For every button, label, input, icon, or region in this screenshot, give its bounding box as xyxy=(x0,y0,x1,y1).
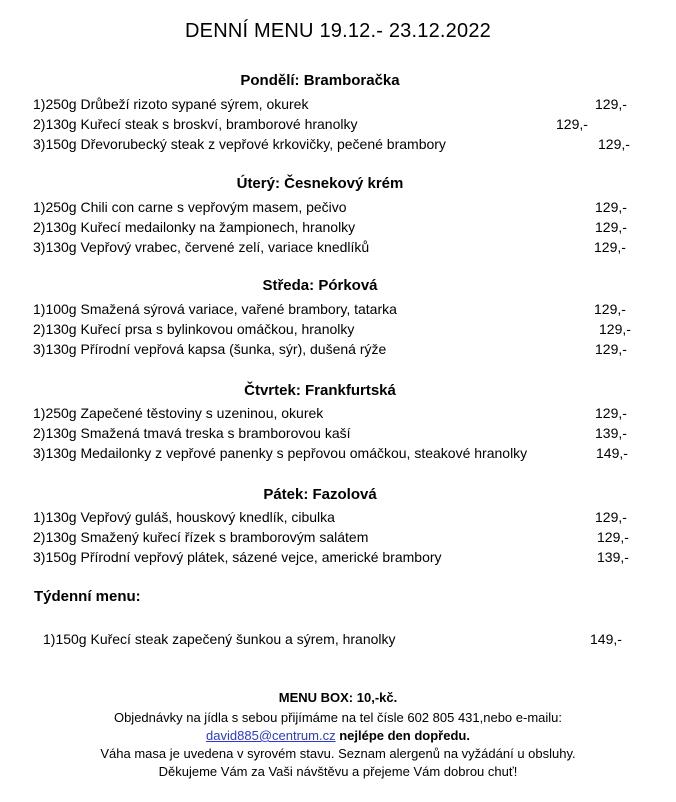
menu-item-price: 129,- xyxy=(556,116,588,132)
menu-item-price: 129,- xyxy=(595,405,627,421)
menu-item: 3)150g Dřevorubecký steak z vepřové krkovičky, pečené brambory xyxy=(33,136,446,152)
menu-item-price: 129,- xyxy=(594,301,626,317)
day-heading-tuesday: Úterý: Česnekový krém xyxy=(236,175,404,192)
menu-item: 2)130g Smažený kuřecí řízek s bramborovým salátem xyxy=(33,529,369,545)
thanks-note: Děkujeme Vám za Vaši návštěvu a přejeme Vám dobrou chuť! xyxy=(158,764,518,779)
menu-item: 2)130g Smažená tmavá treska s bramborovou kaší xyxy=(33,425,351,441)
menu-item-price: 149,- xyxy=(596,445,628,461)
menu-item: 1)130g Vepřový guláš, houskový knedlík, cibulka xyxy=(33,509,335,525)
menu-item: 2)130g Kuřecí steak s broskví, bramborové hranolky xyxy=(33,116,358,132)
menu-item: 1)250g Zapečené těstoviny s uzeninou, okurek xyxy=(33,405,324,421)
menu-item-price: 129,- xyxy=(595,96,627,112)
menu-item-price: 129,- xyxy=(595,509,627,525)
menu-item: 2)130g Kuřecí prsa s bylinkovou omáčkou, hranolky xyxy=(33,321,355,337)
day-heading-monday: Pondělí: Bramboračka xyxy=(240,72,400,89)
email-line xyxy=(0,728,676,743)
menu-item-price: 139,- xyxy=(597,549,629,565)
menu-item-price: 129,- xyxy=(598,136,630,152)
day-heading-friday: Pátek: Fazolová xyxy=(263,486,377,503)
menu-item: 3)130g Vepřový vrabec, červené zelí, variace knedlíků xyxy=(33,239,370,255)
email-suffix: nejlépe den dopředu. xyxy=(335,728,470,743)
day-heading-wednesday: Středa: Pórková xyxy=(262,277,378,294)
weekly-menu-heading: Týdenní menu: xyxy=(34,588,141,605)
menu-item-price: 129,- xyxy=(594,239,626,255)
menu-item: 3)130g Medailonky z vepřové panenky s pepřovou omáčkou, steakové hranolky xyxy=(33,445,528,461)
menu-item-price: 129,- xyxy=(597,529,629,545)
menu-item: 1)250g Chili con carne s vepřovým masem, pečivo xyxy=(33,199,347,215)
menu-item: 1)100g Smažená sýrová variace, vařené brambory, tatarka xyxy=(33,301,397,317)
orders-note: Objednávky na jídla s sebou přijímáme na tel čísle 602 805 431,nebo e-mailu: xyxy=(113,710,563,725)
menu-item: 1)250g Drůbeží rizoto sypané sýrem, okurek xyxy=(33,96,309,112)
menu-item-price: 129,- xyxy=(595,341,627,357)
menu-item-price: 129,- xyxy=(599,321,631,337)
menu-item: 3)130g Přírodní vepřová kapsa (šunka, sýr), dušená rýže xyxy=(33,341,387,357)
menu-item: 3)150g Přírodní vepřový plátek, sázené vejce, americké brambory xyxy=(33,549,442,565)
menu-box-note: MENU BOX: 10,-kč. xyxy=(278,690,398,705)
menu-item-price: 139,- xyxy=(595,425,627,441)
menu-item: 2)130g Kuřecí medailonky na žampionech, hranolky xyxy=(33,219,356,235)
weekly-menu-item-price: 149,- xyxy=(590,631,622,647)
menu-item-price: 129,- xyxy=(595,219,627,235)
day-heading-thursday: Čtvrtek: Frankfurtská xyxy=(244,382,396,399)
menu-item-price: 129,- xyxy=(595,199,627,215)
email-link[interactable]: david885@centrum.cz xyxy=(206,728,336,743)
weight-note: Váha masa je uvedena v syrovém stavu. Seznam alergenů na vyžádání u obsluhy. xyxy=(100,746,576,761)
weekly-menu-item: 1)150g Kuřecí steak zapečený šunkou a sýrem, hranolky xyxy=(43,631,396,647)
menu-title: DENNÍ MENU 19.12.- 23.12.2022 xyxy=(185,20,491,42)
